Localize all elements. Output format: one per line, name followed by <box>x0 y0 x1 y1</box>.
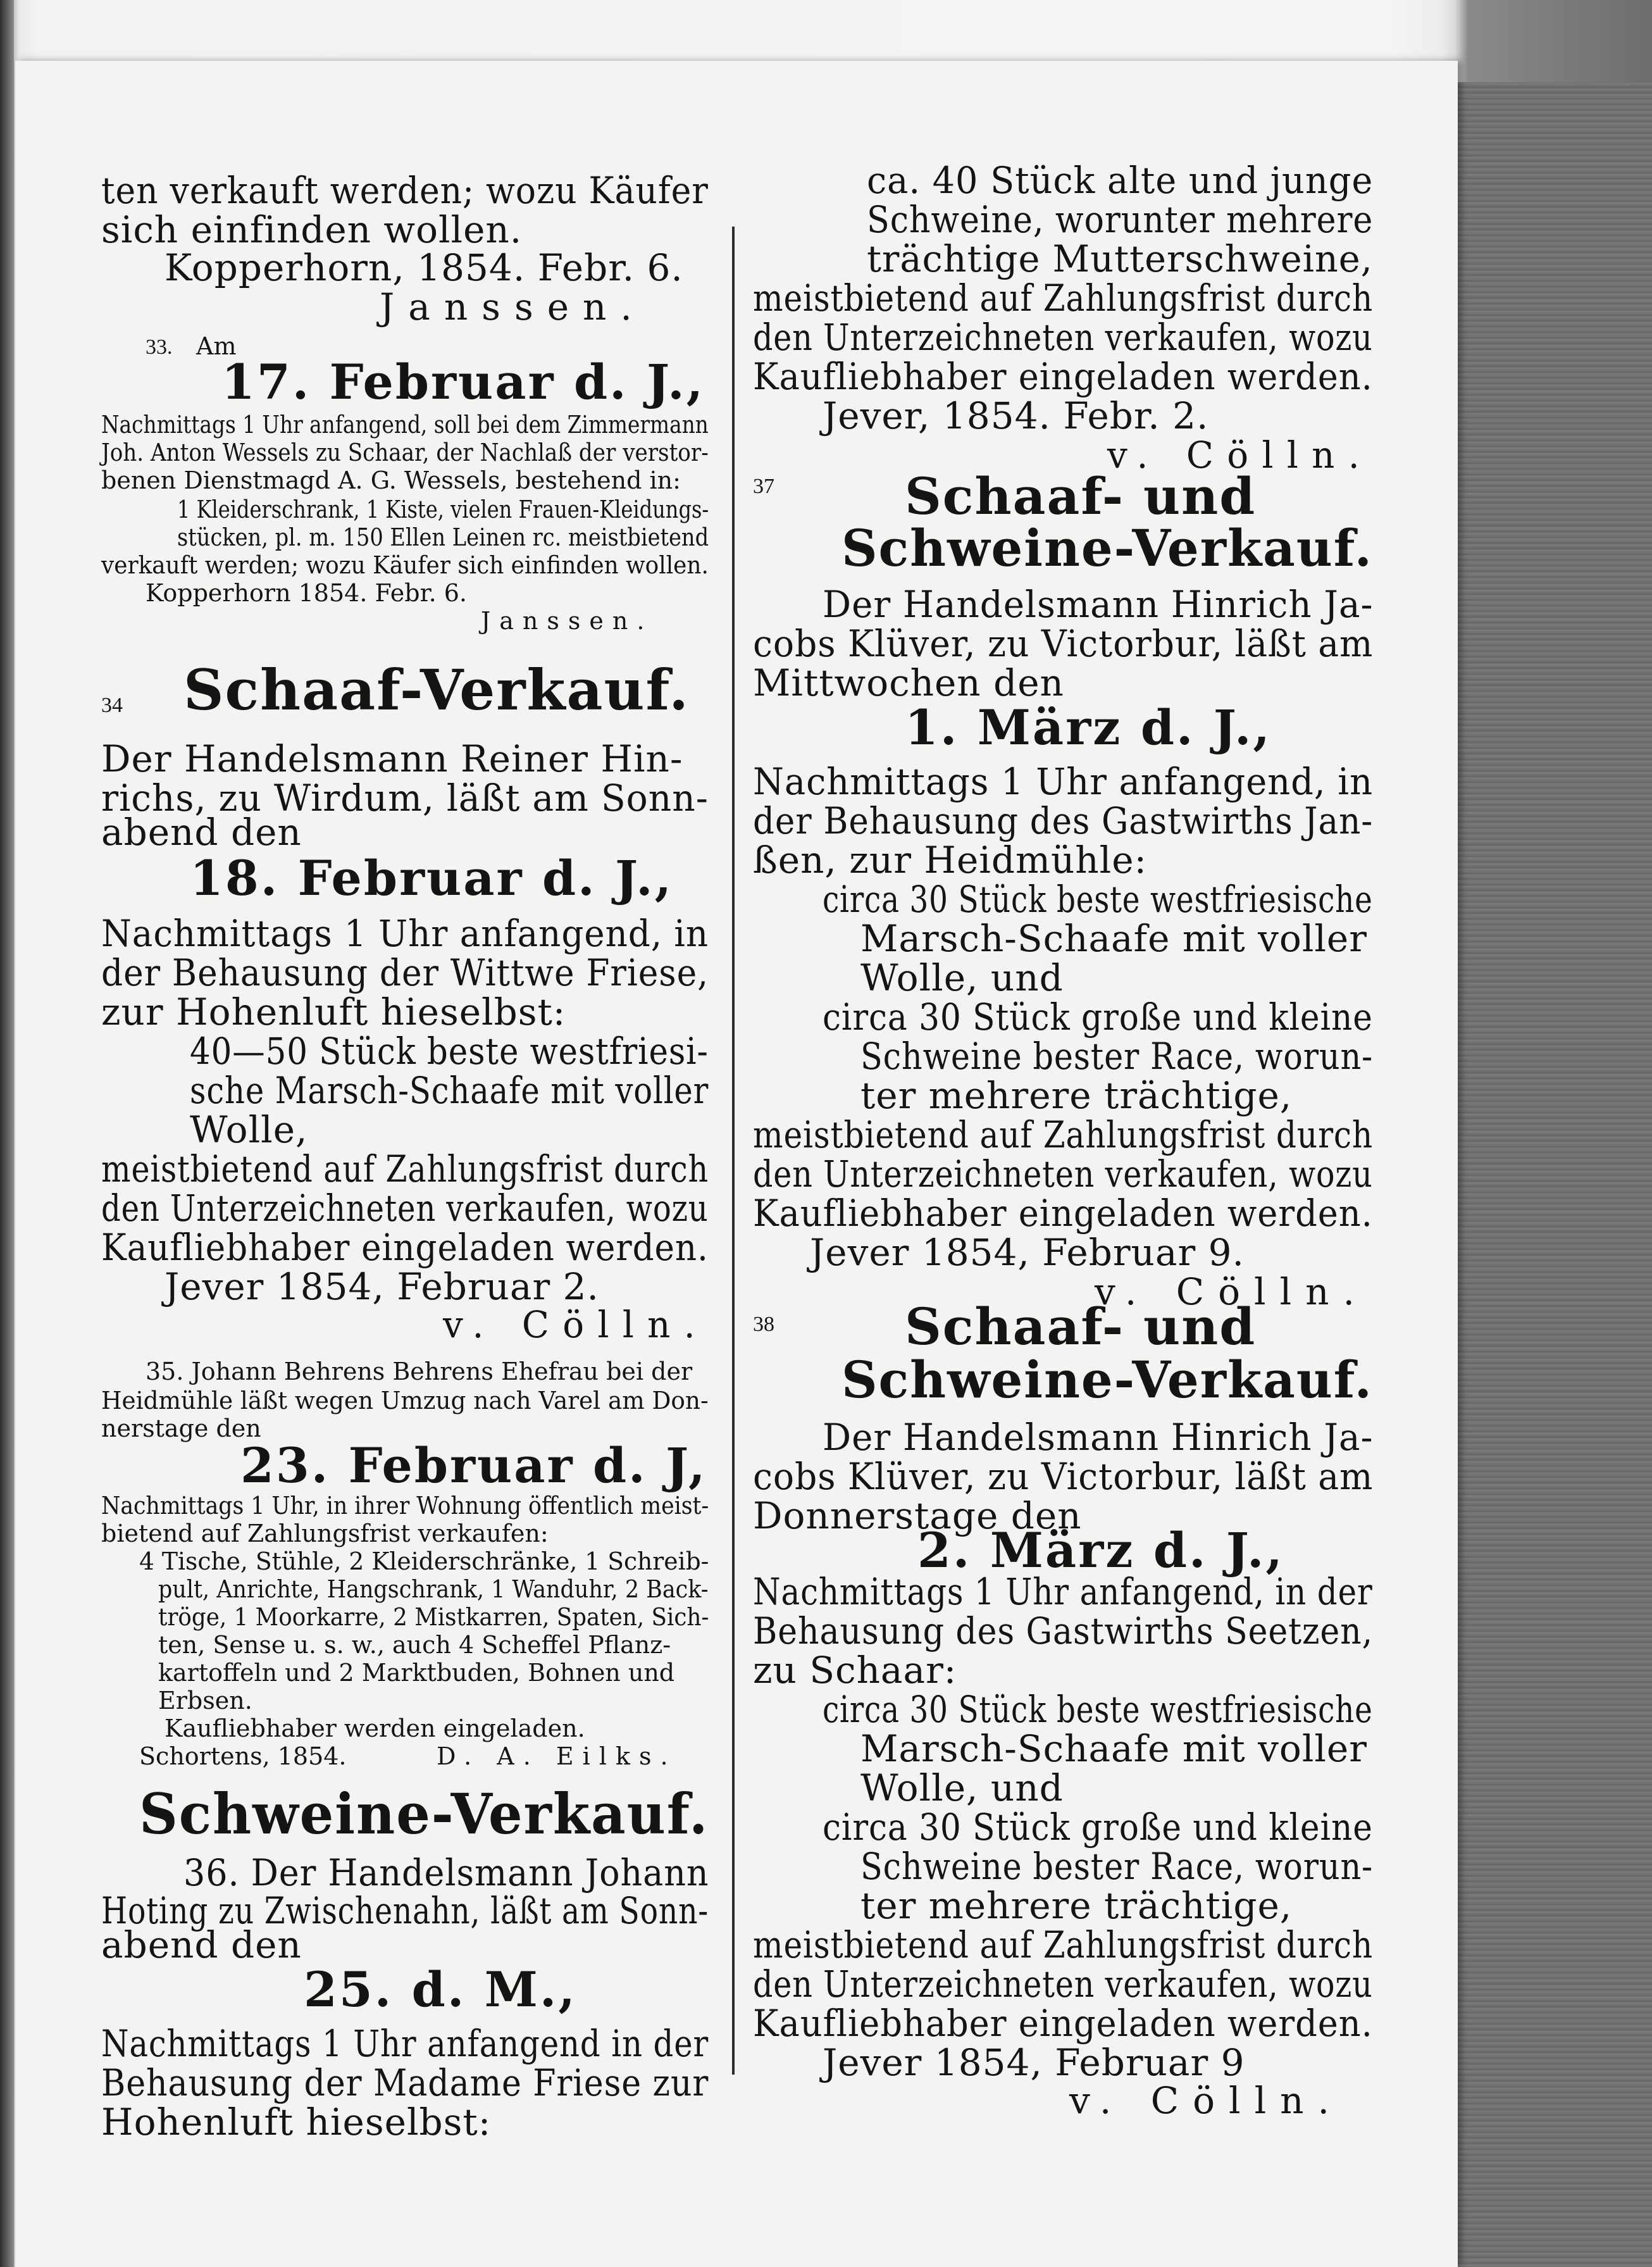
text-line: Nachmittags 1 Uhr anfangend, soll bei dem Zimmermann <box>101 411 709 439</box>
text-line: Behausung des Gastwirths Seetzen, <box>753 1609 1374 1652</box>
text-line: tröge, 1 Moorkarre, 2 Mistkarren, Spaten, Sich- <box>158 1603 709 1631</box>
text-line: Jever, 1854. Febr. 2. <box>823 394 1209 437</box>
text-line: stücken, pl. m. 150 Ellen Leinen rc. meistbietend <box>177 523 709 551</box>
auction-date: 18. Februar d. J., <box>190 850 674 906</box>
text-line: Heidmühle läßt wegen Umzug nach Varel am Don- <box>101 1387 709 1415</box>
text-line: circa 30 Stück beste westfriesische <box>823 878 1373 921</box>
text-line: Jever 1854, Februar 2. <box>165 1265 599 1308</box>
text-line: Am <box>196 332 237 360</box>
ad-number: 38 <box>753 1313 774 1336</box>
text-line: kartoffeln und 2 Marktbuden, Bohnen und <box>158 1659 675 1687</box>
text-line: Hoting zu Zwischenahn, läßt am Sonn- <box>101 1889 709 1932</box>
newspaper-page <box>15 61 1458 2267</box>
signature-line: v. Cölln. <box>443 1303 709 1346</box>
ad-heading: Schaaf-Verkauf. <box>183 657 690 723</box>
text-line: Der Handelsmann Hinrich Ja- <box>823 1416 1374 1459</box>
text-line: Donnerstage den <box>753 1494 1082 1537</box>
auction-date: 25. d. M., <box>304 1961 577 2018</box>
text-line: Nachmittags 1 Uhr anfangend, in der <box>753 1570 1373 1613</box>
text-line: den Unterzeichneten verkaufen, wozu <box>753 316 1373 359</box>
text-line: Schweine, worunter mehrere <box>867 198 1374 241</box>
text-line: Der Handelsmann Hinrich Ja- <box>823 583 1374 626</box>
text-line: Schortens, 1854. <box>139 1742 347 1770</box>
ad-number: 34 <box>101 694 123 717</box>
text-line: benen Dienstmagd A. G. Wessels, bestehend in: <box>101 466 681 494</box>
text-line: der Behausung der Wittwe Friese, <box>101 951 709 994</box>
text-line: Schweine bester Race, worun- <box>860 1845 1374 1888</box>
text-line: zur Hohenluft hieselbst: <box>101 990 566 1034</box>
page-stack-edge <box>1455 82 1652 2267</box>
text-line: Nachmittags 1 Uhr anfangend, in <box>101 912 709 955</box>
auction-date: 2. März d. J., <box>917 1522 1284 1578</box>
signature-line: v. Cölln. <box>1107 434 1373 477</box>
text-line: cobs Klüver, zu Victorbur, läßt am <box>753 1455 1374 1498</box>
text-line: sche Marsch-Schaafe mit voller <box>190 1069 709 1112</box>
ad-heading: Schweine-Verkauf. <box>842 518 1373 578</box>
text-line: 4 Tische, Stühle, 2 Kleiderschränke, 1 Schreib- <box>139 1547 709 1575</box>
text-line: Jever 1854, Februar 9 <box>823 2041 1245 2084</box>
text-line: Behausung der Madame Friese zur <box>101 2061 709 2104</box>
text-line: Marsch-Schaafe mit voller <box>860 917 1367 960</box>
book-gutter <box>0 0 14 2267</box>
text-line: Schweine bester Race, worun- <box>860 1035 1374 1078</box>
text-line: Der Handelsmann Reiner Hin- <box>101 737 683 780</box>
auction-date: 1. März d. J., <box>905 699 1272 756</box>
text-line: 1 Kleiderschrank, 1 Kiste, vielen Frauen-Kleidungs- <box>177 496 709 523</box>
text-line: Nachmittags 1 Uhr, in ihrer Wohnung öffentlich meist- <box>101 1492 709 1520</box>
text-line: meistbietend auf Zahlungsfrist durch <box>753 1923 1374 1966</box>
text-line: Joh. Anton Wessels zu Schaar, der Nachlaß der verstor- <box>101 439 709 466</box>
text-line: Nachmittags 1 Uhr anfangend, in <box>753 760 1374 803</box>
ad-number: 37 <box>753 475 774 498</box>
text-line: ßen, zur Heidmühle: <box>753 839 1148 882</box>
text-line: Kaufliebhaber eingeladen werden. <box>753 355 1373 398</box>
text-line: Hohenluft hieselbst: <box>101 2101 492 2144</box>
text-line: ten, Sense u. s. w., auch 4 Scheffel Pflanz- <box>158 1631 671 1659</box>
text-line: meistbietend auf Zahlungsfrist durch <box>753 1113 1374 1156</box>
text-line: pult, Anrichte, Hangschrank, 1 Wanduhr, 2 Back- <box>158 1575 709 1603</box>
text-line: circa 30 Stück beste westfriesische <box>823 1688 1373 1731</box>
text-line: Kopperhorn 1854. Febr. 6. <box>146 579 467 607</box>
text-line: 35. Johann Behrens Behrens Ehefrau bei der <box>146 1358 693 1385</box>
text-line: ten verkauft werden; wozu Käufer <box>101 169 709 212</box>
signature-line: v. Cölln. <box>1095 1270 1369 1313</box>
text-line: richs, zu Wirdum, läßt am Sonn- <box>101 777 709 820</box>
text-line: ter mehrere trächtige, <box>860 1074 1293 1117</box>
text-line: der Behausung des Gastwirths Jan- <box>753 799 1374 842</box>
text-line: verkauft werden; wozu Käufer sich einfinden wollen. <box>101 551 709 579</box>
text-line: Kaufliebhaber eingeladen werden. <box>753 2002 1373 2045</box>
text-line: Kaufliebhaber werden eingeladen. <box>165 1714 585 1742</box>
text-line: Mittwochen den <box>753 661 1064 704</box>
column-rule <box>732 227 735 2075</box>
text-line: Jever 1854, Februar 9. <box>810 1231 1245 1274</box>
auction-date: 23. Februar d. J, <box>240 1437 707 1494</box>
text-line: circa 30 Stück große und kleine <box>823 1806 1373 1849</box>
text-line: ter mehrere trächtige, <box>860 1884 1293 1927</box>
text-line: Erbsen. <box>158 1687 252 1714</box>
text-line: Kaufliebhaber eingeladen werden. <box>753 1192 1373 1235</box>
text-line: circa 30 Stück große und kleine <box>823 996 1373 1039</box>
text-line: nerstage den <box>101 1415 261 1442</box>
text-line: Marsch-Schaafe mit voller <box>860 1727 1367 1770</box>
signature-line: Janssen. <box>380 285 646 328</box>
ad-heading: Schaaf- und <box>905 466 1257 526</box>
signature-line: v. Cölln. <box>1069 2079 1343 2122</box>
auction-date: 17. Februar d. J., <box>221 354 705 410</box>
text-line: 40—50 Stück beste westfriesi- <box>190 1030 709 1073</box>
text-line: trächtige Mutterschweine, <box>867 237 1373 280</box>
signature-line: D. A. Eilks. <box>437 1742 677 1770</box>
text-line: meistbietend auf Zahlungsfrist durch <box>753 277 1374 320</box>
text-line: zu Schaar: <box>753 1649 957 1692</box>
signature-line: Janssen. <box>481 607 654 635</box>
text-line: abend den <box>101 1923 302 1966</box>
text-line: Nachmittags 1 Uhr anfangend in der <box>101 2022 709 2065</box>
text-line: 36. Der Handelsmann Johann <box>183 1851 709 1894</box>
text-line: meistbietend auf Zahlungsfrist durch <box>101 1147 709 1190</box>
text-line: den Unterzeichneten verkaufen, wozu <box>753 1152 1373 1196</box>
ad-heading: Schweine-Verkauf. <box>842 1350 1373 1409</box>
ad-heading: Schaaf- und <box>905 1297 1257 1356</box>
ad-heading: Schweine-Verkauf. <box>139 1781 709 1847</box>
text-line: abend den <box>101 811 302 854</box>
text-line: Wolle, und <box>860 1766 1064 1809</box>
text-line: den Unterzeichneten verkaufen, wozu <box>753 1963 1373 2006</box>
text-line: Wolle, und <box>860 956 1064 999</box>
text-line: den Unterzeichneten verkaufen, wozu <box>101 1187 709 1230</box>
text-line: Wolle, <box>190 1108 308 1151</box>
ad-number: 33. <box>146 335 173 359</box>
text-line: sich einfinden wollen. <box>101 208 523 251</box>
text-line: cobs Klüver, zu Victorbur, läßt am <box>753 622 1374 665</box>
text-line: Kaufliebhaber eingeladen werden. <box>101 1226 709 1269</box>
text-line: Kopperhorn, 1854. Febr. 6. <box>165 246 683 289</box>
text-line: ca. 40 Stück alte und junge <box>867 159 1374 202</box>
text-line: bietend auf Zahlungsfrist verkaufen: <box>101 1520 549 1547</box>
